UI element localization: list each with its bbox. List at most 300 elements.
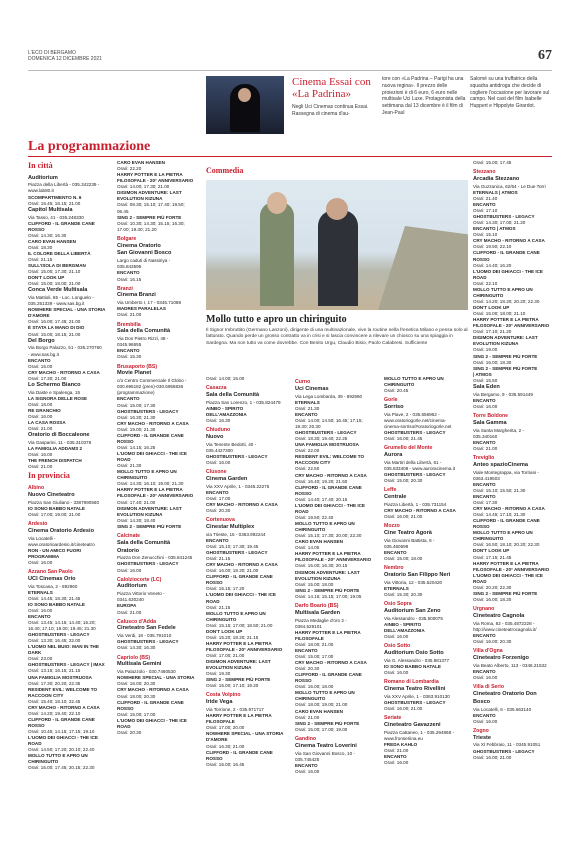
town-name: Brembilla [117, 321, 141, 328]
film-title: ROSSO [206, 580, 223, 586]
film-title: ENCANTO [206, 537, 229, 543]
film-title: HARRY POTTER E LA PIETRA [117, 172, 183, 178]
town-name: Villa di Serio [473, 683, 505, 690]
film-title: ENCANTO [473, 493, 496, 499]
listing-detail: Orari: 16.00 [28, 452, 53, 458]
listing-detail: Via Vittoria, 12 - 035.520420 [384, 579, 443, 585]
listing-detail: Orari: 15.20; 18.20; 21.15 [206, 634, 259, 640]
film-title: DIGIMON ADVENTURE: LAST [117, 190, 182, 196]
listing-detail: Orari: 15.00; 20.30 [384, 478, 423, 484]
listing-detail: 035.460598 [384, 543, 409, 549]
listing-detail: Piazza San Lorenzo, 1 - 035.824479 [206, 399, 281, 405]
film-title: RON - UN AMICO FUORI [28, 547, 81, 553]
venue-name: Cinema Branzi [117, 292, 156, 299]
film-title: CHIRINGUITO [473, 292, 504, 298]
venue-name: Sorriso [384, 404, 404, 411]
film-title: HARRY POTTER E LA PIETRA [295, 629, 361, 635]
listing-detail: Orari: 10.45; 14.15; 17.15; 19.10 [28, 729, 95, 735]
film-title: THE FRENCH DISPATCH [28, 458, 82, 464]
listing-detail: Via Don Pietro Rizzi, 48 - [117, 336, 169, 342]
film-title: D'AMORE [28, 313, 50, 319]
listing-detail: 0345.98655 [117, 342, 142, 348]
listing-detail: Orari: 16.00 [28, 607, 53, 613]
listing-detail: Orari: 16.00 [473, 718, 498, 724]
film-title: EVOLUTION KIZUNA [117, 511, 163, 517]
film-title: IO SONO BABBO NATALE [28, 505, 85, 511]
listing-detail: Orari: 21.40 [473, 195, 498, 201]
listing-detail: Orari: 17.15; 21.45 [473, 554, 512, 560]
town-name: Capriolo (BS) [117, 654, 151, 661]
film-title: MOLLO TUTTO E APRO UN [295, 521, 355, 527]
listing-detail: Orari: 22.50 [295, 466, 320, 472]
film-title: DELL'AMAZZONIA [206, 411, 247, 417]
film-title: L'UOMO DEI GHIACCI - THE ICE [473, 268, 543, 274]
listing-detail: Orari: 15.15; 17.20 [206, 586, 245, 592]
film-title: RESIDENT EVIL: WELCOME TO [28, 686, 98, 692]
promo-text-col-3: Salomé su una truffatrice della squadra antidroga che decide di cogliere l'occasione per lavorare sul campo. Nel cast del film Isabelle Huppert e Hippolyte Girardot. [470, 76, 550, 109]
film-title: DON'T LOOK UP [473, 305, 510, 311]
listing-detail: Orari: 21.00 [384, 747, 409, 753]
town-name: Bolgare [117, 235, 137, 242]
feature-headline: Mollo tutto e apro un chiringuito [206, 314, 347, 325]
film-title: DON'T LOOK UP [28, 275, 65, 281]
listing-detail: Orari: 16.00 [206, 459, 231, 465]
listing-detail: 035.4427300 [206, 447, 233, 453]
venue-name: Auditorium [117, 583, 147, 590]
listing-detail: Via San Giovanni Bosco, 10 - [295, 750, 355, 756]
film-title: AINBO - SPIRITO [206, 405, 244, 411]
film-title: FILOSOFALE - 20° ANNIVERSARIO [295, 557, 372, 563]
listing-detail: Orari: 16.00; 21.00 [473, 754, 512, 760]
section-rule [28, 156, 552, 157]
venue-name: Cine Teatro Agorà [384, 530, 432, 536]
film-title: EUROPA [117, 603, 137, 609]
film-title: ENCANTO [295, 411, 318, 417]
film-title: CRY MACHO - RITORNO A CASA [473, 238, 545, 244]
listing-detail: Orari: 13.30; 16.45; 22.00 [28, 638, 81, 644]
feature-photo [206, 180, 468, 310]
promo-lede: Negli Uci Cinemas continua Essai. Rassegna di cinema d'au- [292, 104, 369, 117]
venue-name: Nuovo [206, 433, 224, 440]
listing-detail: Orari: 19.00; 21.30 [117, 426, 156, 432]
film-title: PROGRAMMA [28, 553, 60, 559]
film-title: CHIRINGUITO [384, 382, 415, 388]
film-title: L'UOMO DEI GHIACCI - THE ICE [206, 592, 276, 598]
film-title: CRY MACHO - RITORNO A CASA [295, 472, 367, 478]
film-title: GHOSTBUSTERS - LEGACY [117, 408, 179, 414]
listing-detail: Orari: 14.45; 17.10; 21.30 [473, 512, 526, 518]
venue-name: Cineteatro Gavazzeni [384, 721, 441, 728]
listing-detail: 035.843595 [117, 264, 142, 270]
film-title: SING 2 - SEMPRE PIÙ FORTE [206, 677, 271, 683]
film-title: ENCANTO [28, 613, 51, 619]
town-name: Gorle [384, 397, 398, 404]
film-title: L'UOMO DEI GHIACCI - THE ICE [117, 451, 187, 456]
film-title: CLIFFORD - IL GRANDE CANE [117, 432, 184, 438]
film-title: ROAD [295, 508, 309, 514]
listing-detail: Orari: 15.00; 16.30; 20.15 [295, 563, 348, 569]
venue-name: San Giovanni Bosco [117, 250, 172, 257]
feature-box [206, 166, 468, 375]
town-name: Costa Volpino [206, 692, 241, 699]
listing-detail: 0341.630240 [117, 597, 144, 603]
listing-detail: Orari: 16.00 [28, 559, 53, 565]
listing-detail: Orari: 15.00; 18.00 [384, 556, 423, 562]
listing-detail: via Trieste, 15 - 0363.992244 [206, 531, 266, 537]
listings-column-6 [473, 160, 557, 840]
film-title: SCOMPARTIMENTO N. 6 [28, 194, 82, 200]
venue-name: Auditorium Osio Sotto [384, 649, 444, 656]
town-name: Calusco d'Adda [117, 618, 156, 625]
listing-detail: Piazza Vittorio Veneto - [117, 591, 165, 597]
listing-detail: Orari: 21.00 [473, 445, 498, 451]
film-title: UNA FAMIGLIA MOSTRUOSA [295, 442, 359, 448]
venue-name: Sala della Comunità [117, 328, 171, 335]
listing-detail: www.oratorioardesio.it/cineteatro [28, 541, 95, 547]
listing-detail: www.fronseriina.eu [384, 735, 423, 741]
town-name: Romano di Lombardia [384, 678, 439, 685]
film-title: È STATA LA MANO DI DIO [28, 325, 85, 331]
film-title: CHIRINGUITO [295, 696, 326, 702]
listing-detail: Orari: 21.30 [117, 463, 142, 469]
film-title: MOLLO TUTTO E APRO UN [295, 690, 355, 696]
listing-detail: Orari: 15.00; 16.45 [206, 761, 245, 767]
listing-detail: Via Lega Lombarda, 39 - 892960 [295, 393, 363, 399]
film-title: ROSSO [473, 524, 490, 530]
film-title: ENCANTO [295, 647, 318, 653]
film-title: ROSSO [206, 755, 223, 761]
film-title: GHOSTBUSTERS - LEGACY | IMAX [28, 662, 105, 668]
listing-detail: Orari: 15.10; 15.50; 21.30 [473, 487, 526, 493]
listing-detail: Orari: 16.00; 21.45 [384, 436, 423, 442]
listing-detail: Via Martiri della Libertà, 61 - [384, 459, 442, 465]
venue-name: Aurora [384, 452, 403, 459]
listing-detail: Orari: 16.00 [384, 633, 409, 639]
listing-detail: 035.833408 - www.auroracinema.it [384, 466, 455, 472]
town-name: Osio Sotto [384, 643, 411, 650]
venue-name: Cinema Teatro Loverini [295, 742, 357, 749]
listing-detail: Orari: 16.00 [295, 768, 320, 774]
film-title: CLIFFORD - IL GRANDE CANE [295, 672, 362, 678]
listings-column-2 [117, 160, 201, 840]
page-number: 67 [538, 48, 552, 63]
listing-detail: Orari: 17.30 [473, 499, 498, 505]
film-title: GHOSTBUSTERS - LEGACY [384, 430, 446, 436]
venue-name: Iride Vega [206, 699, 233, 706]
listing-detail: Orari: 20.30 [295, 666, 320, 672]
town-name: Torre Boldone [473, 412, 509, 419]
promo-box [206, 76, 552, 134]
listing-detail: Orari: 14.15; 16.25 [117, 444, 156, 450]
listing-detail: Orari: 20.45 [384, 388, 409, 394]
film-title: IO SONO BABBO NATALE [28, 601, 85, 607]
listing-detail: Orari: 15.00; 17.00 [117, 711, 156, 717]
listing-detail: Orari: 14.05 [295, 545, 320, 551]
film-title: CLIFFORD - IL GRANDE CANE [206, 574, 273, 580]
film-title: MOLLO TUTTO E APRO UN [473, 286, 533, 292]
town-name: Gandino [295, 735, 317, 742]
listings-column-1 [28, 160, 112, 840]
film-title: ROSSO [28, 226, 45, 232]
venue-name: Bosco [473, 698, 491, 705]
listing-detail: Orari: 14.40; 16.20 [473, 262, 512, 268]
film-title: CLIFFORD - IL GRANDE CANE [473, 250, 540, 256]
venue-name: Oratorio di Boccaleone [28, 432, 90, 439]
listing-detail: Orari: 16.00; 20.30 [117, 681, 156, 687]
listing-detail: Orari: 13.15; 16.15; 21.15 [28, 668, 81, 674]
listing-detail: Orari: 17.30; 21.00 [28, 375, 67, 381]
film-title: ENCANTO [473, 397, 496, 403]
film-title: ETERNALS [28, 589, 53, 595]
venue-name: Cineteatro Cagnola [473, 612, 525, 619]
film-title: ROSSO [117, 438, 134, 444]
venue-name: Multisala Gemini [117, 661, 162, 668]
town-name: Urgnano [473, 606, 495, 613]
film-title: ROAD [473, 578, 487, 584]
listing-detail: Orari: 21.00 [295, 714, 320, 720]
listing-detail: Via Roma, 82 - 035.4872228 - [473, 620, 535, 626]
film-title: CARO EVAN HANSEN [117, 160, 165, 165]
film-title: GHOSTBUSTERS - LEGACY [473, 748, 535, 754]
film-title: UNA FAMIGLIA MOSTRUOSA [28, 674, 92, 680]
listing-detail: 035.251339 - www.sas.bg.it [28, 301, 85, 307]
listing-detail: Piazza Medaglie d'oro 2 - [295, 617, 347, 623]
film-title: CLIFFORD - IL GRANDE CANE [473, 518, 540, 524]
listing-detail: www.oratoriogorle.net/cinema- [384, 417, 447, 423]
film-title: CRY MACHO - RITORNO A CASA [117, 687, 189, 693]
town-name: Mozzo [384, 523, 400, 530]
venue-name: Anteo spazioCinema [473, 461, 529, 468]
listing-detail: 06.45 [117, 208, 129, 214]
listing-detail: Via Locatelli, 6 - 035.663140 [473, 706, 532, 712]
listing-detail: Orari: 16.00; 18.30 [473, 359, 512, 365]
film-title: LA FAMIGLIA ADDAMS 2 [28, 446, 83, 452]
listing-detail: Orari: 14.15; 15.15; 17.00; 19.05 [295, 593, 362, 599]
listing-detail: Via G. Alessandro - 035.881377 [384, 657, 450, 663]
listing-detail: Orari: 15.15; 17.00; 18.50; 21.00 [206, 622, 273, 628]
listing-detail: Orari: 15.00; 18.00; 21.10 [473, 311, 526, 317]
listing-detail: 035.340160 [473, 433, 498, 439]
town-name: Seriate [384, 714, 402, 721]
listing-detail: Piazza della Libertà - 035.342239 - [28, 182, 100, 188]
film-title: GHOSTBUSTERS - LEGACY [117, 561, 179, 567]
listing-detail: Orari: 19.50; 22.40 [295, 514, 334, 520]
listing-detail: Orari: 16.00; 18.20; 21.00 [206, 568, 259, 574]
promo-text-col-2: tore con «La Padrina – Parigi ha una nuova regina». Il prezzo delle proiezioni è di 6 euro, 6 euro nelle multisale Uci Luxe. Protagonista della settimana dal 13 dicembre è il film di Jean-Paul [382, 76, 466, 116]
venue-name: Cineteatro Oratorio Don [473, 690, 537, 697]
film-title: ROAD [28, 741, 42, 747]
venue-name: Oratorio San Filippo Neri [384, 571, 451, 578]
listing-detail: Orari: 14.30; 16.30 [28, 232, 67, 238]
listing-detail: Via Santa Margherita, 2 - [473, 427, 524, 433]
listing-detail: Orari: 17.00; 19.00; 21.00 [28, 511, 81, 517]
listing-detail: http://www.cineteatrocagnola.it/ [473, 626, 537, 632]
film-title: CLIFFORD - IL GRANDE CANE [117, 699, 184, 705]
feature-label: Commedia [206, 166, 244, 175]
venue-name: Cinema Garden [206, 475, 248, 482]
film-title: CRY MACHO - RITORNO A CASA [206, 501, 278, 507]
listing-detail: Orari: 18.00; 21.00 [295, 641, 334, 647]
film-title: ENCANTO [473, 201, 496, 207]
listing-detail: Via Giovanni Battista, 6 - [384, 537, 435, 543]
film-title: ENCANTO [206, 489, 229, 495]
film-title: CRY MACHO - RITORNO A CASA [28, 369, 100, 375]
film-title: RACCOON CITY [28, 692, 64, 698]
town-name: Casazza [206, 385, 227, 392]
film-title: ETERNALS | ATMOS [473, 189, 518, 195]
listing-detail: Via Guzzanica, 62/64 - Le Due Torri [473, 183, 546, 189]
town-name: Azzano San Paolo [28, 568, 73, 575]
film-title: CHIRINGUITO [473, 536, 504, 542]
film-title: DARK [28, 650, 42, 656]
film-title: CRY MACHO - RITORNO A CASA [206, 562, 278, 568]
film-title: CARO EVAN HANSEN [295, 708, 343, 714]
listing-detail: Orari: 21.15 [206, 556, 231, 562]
film-title: SING 2 - SEMPRE PIÙ FORTE [117, 214, 182, 220]
film-title: IO SONO BABBO NATALE [384, 663, 441, 669]
town-name: Brusaporto (BS) [117, 363, 158, 370]
listing-detail: Orari: 19.50; 22.10 [473, 244, 512, 250]
film-title: CLIFFORD - IL GRANDE CANE [206, 749, 273, 755]
film-title: RE GRANCHIO [28, 407, 61, 413]
page-header [28, 50, 552, 66]
film-title: HARRY POTTER E LA PIETRA [295, 551, 361, 557]
listing-detail: Orari: 16.00 [473, 674, 498, 680]
film-title: HARRY POTTER E LA PIETRA [117, 487, 183, 493]
promo-photo [206, 76, 284, 134]
listing-detail: 0364.529101 [295, 623, 322, 629]
listing-detail: Via Gasparini, 11 - 035.310378 [28, 440, 92, 446]
listing-detail: Orari: 14.00; 17.30; 21.00 [117, 184, 170, 190]
film-title: SING 2 - SEMPRE PIÙ FORTE [473, 590, 538, 596]
film-title: ENCANTO [473, 481, 496, 487]
film-title: CRY MACHO - RITORNO A CASA [473, 506, 545, 512]
film-title: ENCANTO [473, 632, 496, 638]
listing-detail: Piazza Libertà, 1 - 035.731154 [384, 501, 447, 507]
section-title: La programmazione [28, 139, 151, 154]
listing-detail: Orari: 16.00; 17.45; 21.00 [28, 319, 81, 325]
film-title: FILOSOFALE - 20° ANNIVERSARIO [473, 323, 550, 329]
listing-detail: Orari: 17.00 [206, 495, 231, 501]
film-title: ROSSO [117, 705, 134, 711]
promo-title: Cinema Essai con «La Padrina» [292, 76, 371, 101]
town-name: Cortenuova [206, 517, 235, 524]
venue-name: Uci Cinemas [295, 385, 329, 392]
film-title: ETERNALS [384, 585, 409, 591]
venue-name: Sala della Comunità [117, 539, 171, 546]
film-title: LA SIGNORA DELLE ROSE [28, 395, 88, 401]
listings-column-3 [206, 376, 290, 840]
listing-detail: Orari: 20.30 [117, 729, 142, 735]
film-title: GHOSTBUSTERS - LEGACY [206, 550, 268, 555]
listing-detail: Orari: 13.45; 14.15; 14.40; 15.20; [28, 619, 96, 625]
listing-detail: Orari: 15.40; 18.10; 22.45 [28, 698, 81, 704]
listing-detail: Orari: 18.00; 20.30 [117, 693, 156, 699]
listing-detail: Orari: 18.00 [28, 401, 53, 407]
listing-detail: Orari: 22.10 [473, 280, 498, 286]
listing-detail: Piazza Cattaneo, 1 - 035.294868 - [384, 729, 454, 735]
listing-detail: Orari: 21.00 [28, 426, 53, 432]
town-name: Stezzano [473, 169, 496, 176]
venue-name: Cinema Oratorio Ardesio [28, 527, 94, 534]
film-title: CHIRINGUITO [117, 475, 148, 481]
film-title: L'UOMO DEI GHIACCI - THE ICE [28, 735, 98, 741]
film-title: L'UOMO DEI GHIACCI - THE ICE [117, 717, 187, 723]
town-name: Calcinate [117, 532, 141, 539]
listing-detail: Via Daste e Spalenga, 15 [28, 389, 81, 395]
listing-detail: Orari: 15.10 [473, 232, 498, 238]
listing-detail: Orari: 17.00; 20.00 [206, 725, 245, 731]
venue-name: Conca Verde Multisala [28, 287, 88, 294]
town-name: Ardesio [28, 520, 48, 527]
listing-detail: Via Locatelli - [28, 535, 56, 541]
town-name: Branzi [117, 285, 133, 292]
listing-detail: Orari: 16.15 [117, 276, 142, 282]
film-title: EVOLUTION KIZUNA [473, 341, 519, 347]
film-title: ENCANTO [384, 753, 407, 759]
header-rule [28, 70, 552, 71]
film-title: CRY MACHO - RITORNO A CASA [28, 704, 100, 710]
film-title: ETERNALS [295, 399, 320, 405]
film-title: ROSSO [28, 723, 45, 729]
town-name: Leffe [384, 487, 397, 494]
listing-detail: Orari: 15.30; 20.30 [384, 591, 423, 597]
film-title: CRY MACHO - RITORNO A CASA [384, 508, 456, 514]
listing-detail: Orari: 16.30 [206, 417, 231, 423]
film-title: ENCANTO [473, 668, 496, 674]
region-heading: In provincia [28, 471, 70, 481]
film-title: ROAD [117, 457, 131, 463]
film-title: GHOSTBUSTERS - LEGACY [117, 639, 179, 645]
listing-detail: Orari: 14.00; 15.00 [206, 376, 245, 381]
town-name: Albino [28, 484, 45, 491]
film-title: AINBO - SPIRITO [384, 621, 422, 627]
listing-detail: Orari: 22.00 [295, 448, 320, 454]
film-title: DIGIMON ADVENTURE: LAST [295, 569, 360, 575]
film-title: ENCANTO [473, 439, 496, 445]
film-title: L'UOMO DEI GHIACCI - THE ICE [473, 572, 543, 578]
film-title: ENCANTO [295, 762, 318, 768]
listing-detail: Orari: 15.00; 18.00 [295, 684, 334, 690]
listing-detail: Orari: 16.30; 21.30 [117, 414, 156, 420]
town-name: Osio Sopra [384, 601, 412, 608]
film-title: ENCANTO [117, 270, 140, 276]
venue-name: Cinema Teatro Rivellini [384, 685, 446, 692]
listing-detail: 030.695182 (pren)-030.6956836 [117, 384, 184, 390]
film-title: DON'T LOOK UP [473, 548, 510, 554]
listing-detail: Orari: 15.00 [28, 363, 53, 369]
venue-name: Cinema Oratorio [117, 242, 161, 249]
listing-detail: Orari: 15.50 [473, 377, 498, 383]
film-title: ROSSO [295, 490, 312, 496]
film-title: GHOSTBUSTERS - LEGACY [384, 472, 446, 478]
venue-name: Trieste [473, 734, 492, 741]
listing-detail: 035.745425 [295, 756, 320, 762]
film-title: ROAD [473, 274, 487, 280]
listing-detail: Orari: 15.10; 17.30; 19.45 [206, 543, 259, 549]
listing-detail: Orari: 15.00; 17.00 [295, 653, 334, 659]
film-title: MOLLO TUTTO E APRO UN [206, 610, 266, 616]
film-title: CRY MACHO - RITORNO A CASA [117, 420, 189, 426]
film-title: GHOSTBUSTERS - LEGACY [384, 699, 446, 705]
film-title: EVOLUTION KIZUNA [206, 665, 252, 671]
listings-column-5 [384, 376, 468, 840]
venue-name: Multisala Garden [295, 609, 341, 616]
film-title: RESIDENT EVIL: WELCOME TO [295, 454, 365, 460]
film-title: DIGIMON ADVENTURE: LAST [473, 335, 538, 341]
film-title: NOWHERE SPECIAL - UNA STORIA [28, 307, 106, 313]
film-title: ROAD [117, 723, 131, 729]
